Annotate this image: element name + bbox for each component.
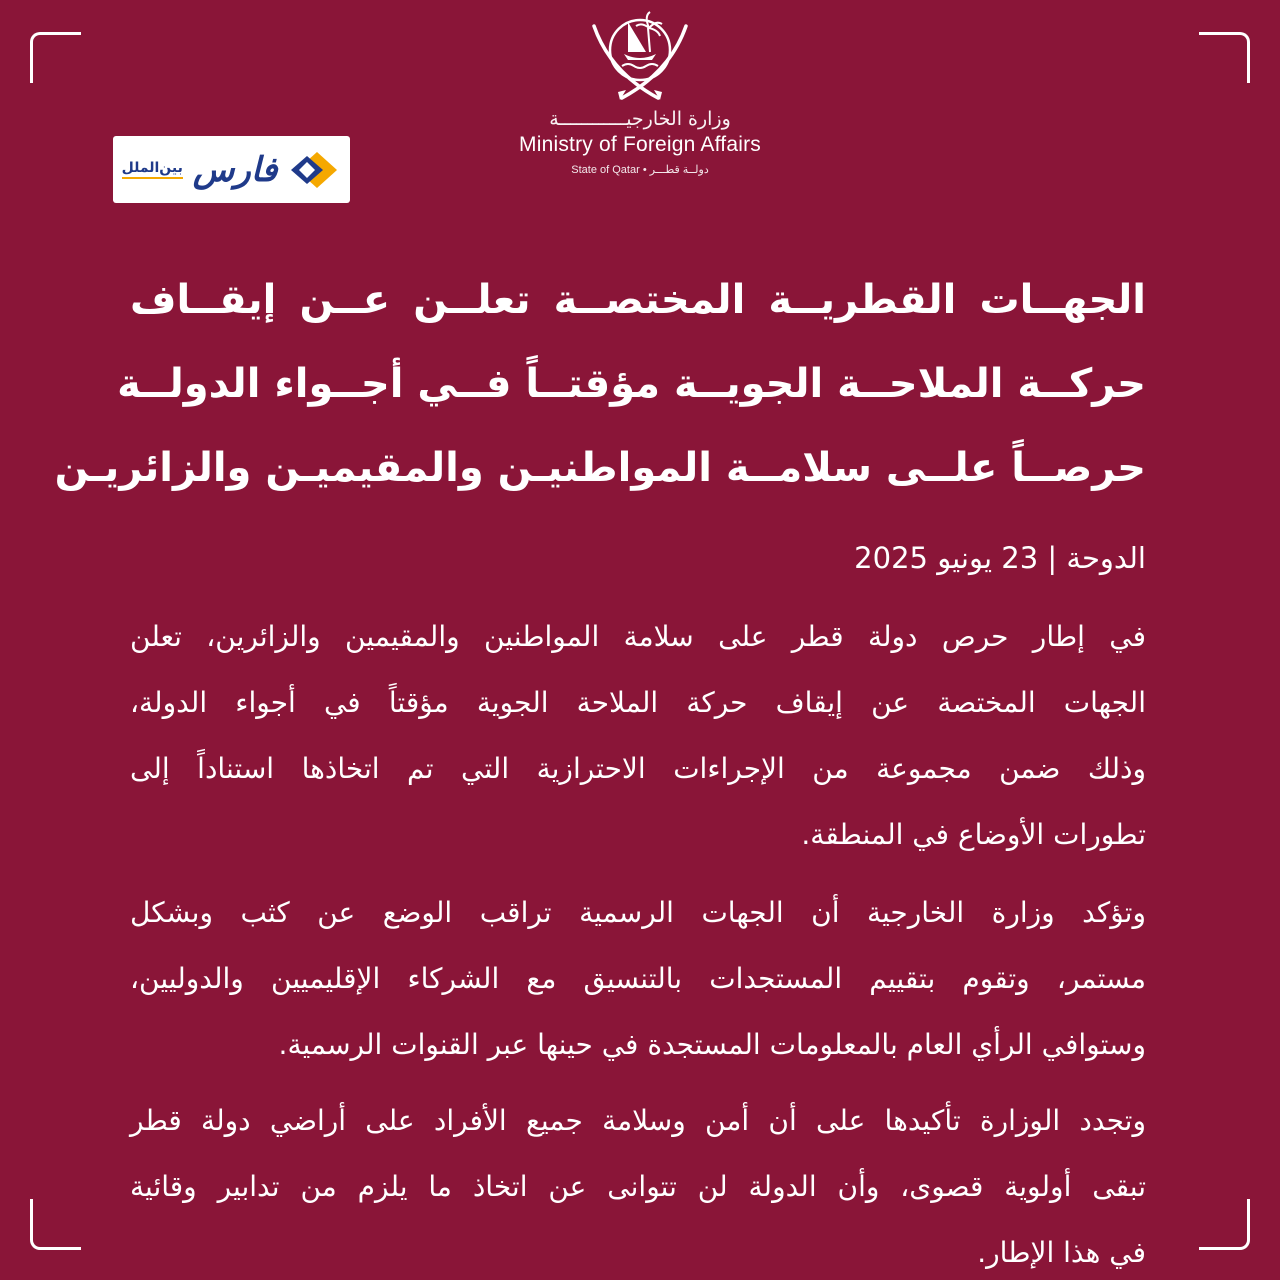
ministry-name-arabic: وزارة الخارجيــــــــــــة	[549, 108, 731, 130]
paragraph-1	[130, 604, 1146, 868]
paragraph-line: وذلك ضمن مجموعة من الإجراءات الاحترازية التي تم اتخاذها استناداً إلى	[130, 752, 1146, 785]
fars-diamond-icon	[287, 150, 341, 190]
frame-corner-bottom-left	[30, 1199, 81, 1250]
fars-news-logo	[113, 136, 350, 203]
fars-logo-title: فارس	[192, 149, 278, 190]
ministry-name-english: Ministry of Foreign Affairs	[519, 133, 761, 156]
state-of-qatar-line: State of Qatar • دولــة قطـــر	[571, 164, 709, 176]
paragraph-line: وتجدد الوزارة تأكيدها على أن أمن وسلامة جميع الأفراد على أراضي دولة قطر	[130, 1104, 1146, 1137]
headline-line: الجهــات القطريــة المختصــة تعلــن عــن إيقــاف	[130, 277, 1146, 323]
paragraph-line: في إطار حرص دولة قطر على سلامة المواطنين والمقيمين والزائرين، تعلن	[130, 620, 1146, 653]
paragraph-line: في هذا الإطار.	[977, 1236, 1146, 1269]
ministry-signature	[500, 108, 780, 176]
headline-line: حركــة الملاحــة الجويــة مؤقتــاً فــي أجــواء الدولــة	[117, 361, 1146, 407]
paragraph-3	[130, 1088, 1146, 1280]
fars-logo-subtitle: بین‌الملل	[122, 160, 183, 179]
frame-corner-bottom-right	[1199, 1199, 1250, 1250]
paragraph-line: وستوافي الرأي العام بالمعلومات المستجدة في حينها عبر القنوات الرسمية.	[278, 1028, 1146, 1061]
qatar-emblem-icon	[580, 2, 700, 106]
headline-line: حرصــاً علــى سلامــة المواطنيـن والمقيميـن والزائريـن	[54, 445, 1146, 491]
paragraph-line: تطورات الأوضاع في المنطقة.	[801, 818, 1146, 851]
paragraph-2	[130, 880, 1146, 1078]
paragraph-line: مستمر، وتقوم بتقييم المستجدات بالتنسيق مع الشركاء الإقليميين والدوليين،	[130, 962, 1146, 995]
dateline: الدوحة | 23 يونيو 2025	[854, 541, 1146, 575]
frame-corner-top-right	[1199, 32, 1250, 83]
paragraph-line: وتؤكد وزارة الخارجية أن الجهات الرسمية تراقب الوضع عن كثب وبشكل	[130, 896, 1146, 929]
paragraph-line: تبقى أولوية قصوى، وأن الدولة لن تتوانى عن اتخاذ ما يلزم من تدابير وقائية	[130, 1170, 1146, 1203]
frame-corner-top-left	[30, 32, 81, 83]
paragraph-line: الجهات المختصة عن إيقاف حركة الملاحة الجوية مؤقتاً في أجواء الدولة،	[130, 686, 1146, 719]
statement-headline	[54, 258, 1146, 510]
